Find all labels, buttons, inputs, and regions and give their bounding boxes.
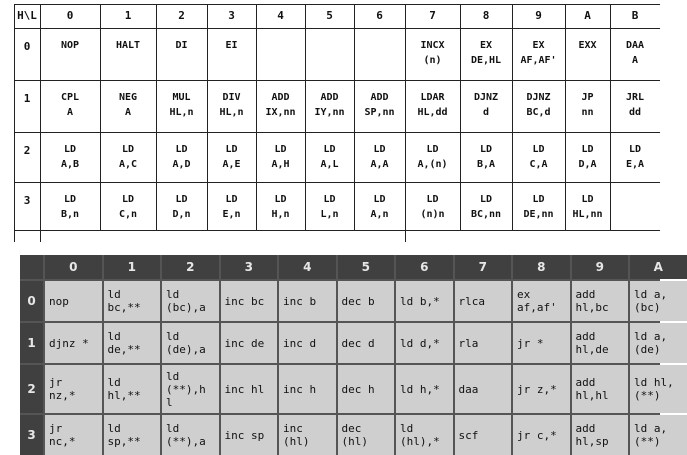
opcode-cell: inc b: [279, 281, 336, 321]
scan-cell: [354, 38, 405, 53]
scan-cell: [305, 142, 354, 172]
scan-cell-mnemonic: HALT: [115, 40, 141, 51]
scan-cell-mnemonic: EX: [479, 40, 493, 51]
scan-column-rule: [610, 4, 611, 230]
scan-cell-operand: AF,AF': [520, 55, 557, 66]
scan-cell: [256, 192, 305, 222]
scan-col-header: 0: [66, 9, 74, 22]
opcode-cell: ex af,af': [513, 281, 570, 321]
scan-column-rule: [40, 4, 41, 242]
scan-cell-operand: dd: [628, 107, 642, 118]
scan-rule: [14, 80, 660, 81]
scan-cell: [40, 38, 100, 68]
scan-cell-mnemonic: INCX: [420, 40, 445, 51]
scan-cell-mnemonic: LDAR: [420, 92, 445, 103]
scan-cell-mnemonic: DIV: [222, 92, 241, 103]
scan-cell: [354, 142, 405, 172]
opcode-cell: scf: [455, 415, 512, 455]
scan-cell-mnemonic: MUL: [172, 92, 191, 103]
scan-column-rule: [305, 4, 306, 230]
opcode-cell: dec h: [338, 365, 395, 413]
scan-cell: [156, 192, 207, 222]
column-header: 8: [513, 255, 570, 279]
scan-column-rule: [207, 4, 208, 230]
scan-cell-mnemonic: DI: [175, 40, 188, 51]
scan-rule: [14, 182, 660, 183]
scan-cell-mnemonic: LD: [175, 144, 188, 155]
scan-cell-operand: L,n: [320, 209, 339, 220]
scan-cell-mnemonic: LD: [274, 144, 287, 155]
scan-rule: [14, 4, 660, 5]
scan-cell-mnemonic: LD: [426, 194, 439, 205]
scan-cell-operand: IX,nn: [265, 107, 296, 118]
scan-cell: [460, 90, 512, 120]
scan-cell-operand: DE,HL: [470, 55, 502, 66]
scan-column-rule: [100, 4, 101, 230]
scan-rule: [14, 230, 660, 231]
scan-cell-operand: A,n: [370, 209, 389, 220]
scan-cell-operand: D,n: [172, 209, 191, 220]
column-header: 7: [455, 255, 512, 279]
opcode-cell: ld sp,**: [104, 415, 161, 455]
scan-cell-operand: A,A: [370, 159, 389, 170]
scan-cell-mnemonic: CPL: [60, 92, 80, 103]
scan-column-rule: [405, 4, 406, 242]
scan-cell-mnemonic: LD: [63, 194, 77, 205]
scan-cell-operand: [565, 53, 610, 68]
scan-cell-operand: H,n: [271, 209, 290, 220]
scan-column-rule: [565, 4, 566, 230]
scan-cell: [305, 90, 354, 120]
scan-left-rule: [14, 4, 15, 242]
opcode-cell: jr z,*: [513, 365, 570, 413]
scan-cell-mnemonic: LD: [479, 194, 493, 205]
scan-cell: [207, 142, 256, 172]
scan-cell-mnemonic: LD: [581, 144, 594, 155]
scan-cell-operand: E,n: [222, 209, 241, 220]
scan-column-rule: [354, 4, 355, 230]
scan-cell-mnemonic: LD: [373, 194, 386, 205]
scan-cell-mnemonic: DJNZ: [526, 92, 551, 103]
scan-col-header: 5: [326, 9, 333, 22]
scan-col-header: 3: [228, 9, 235, 22]
row-header: 0: [20, 281, 43, 321]
scan-cell-operand: E,A: [625, 159, 645, 170]
scan-cell-mnemonic: LD: [628, 144, 642, 155]
scan-cell: [405, 38, 460, 68]
scan-cell-operand: A,B: [60, 159, 80, 170]
opcode-cell: daa: [455, 365, 512, 413]
opcode-cell: dec d: [338, 323, 395, 363]
scan-cell-operand: (n)n: [420, 209, 445, 220]
z80-opcode-table: [20, 255, 674, 455]
scan-cell: [610, 38, 660, 68]
scan-row-header: 3: [23, 194, 31, 207]
column-header: 6: [396, 255, 453, 279]
scan-cell-mnemonic: LD: [274, 194, 287, 205]
scan-cell: [460, 38, 512, 68]
scan-cell-mnemonic: LD: [323, 144, 336, 155]
opcode-cell: ld (hl),*: [396, 415, 453, 455]
scan-cell-mnemonic: LD: [479, 144, 493, 155]
scan-cell-operand: A,H: [271, 159, 290, 170]
opcode-cell: rlca: [455, 281, 512, 321]
scan-row-header: 2: [23, 144, 31, 157]
scan-cell-operand: C,n: [118, 209, 138, 220]
scan-cell: [610, 142, 660, 172]
opcode-cell: ld a, (de): [630, 323, 687, 363]
scan-cell-mnemonic: LD: [532, 194, 545, 205]
scan-cell-mnemonic: LD: [175, 194, 188, 205]
header-corner: [20, 255, 43, 279]
scan-cell-operand: [305, 38, 354, 53]
scan-cell-mnemonic: DJNZ: [473, 92, 499, 103]
column-header: 9: [572, 255, 629, 279]
scan-cell: [156, 38, 207, 68]
scan-cell-mnemonic: LD: [426, 144, 439, 155]
scan-cell-operand: DE,nn: [523, 209, 554, 220]
scan-rule: [14, 132, 660, 133]
opcode-cell: inc de: [221, 323, 278, 363]
opcode-cell: djnz *: [45, 323, 102, 363]
scan-cell: [460, 142, 512, 172]
scan-cell-operand: BC,nn: [470, 209, 502, 220]
scan-cell: [100, 90, 156, 120]
opcode-cell: inc sp: [221, 415, 278, 455]
scan-column-rule: [460, 4, 461, 230]
scan-cell: [565, 90, 610, 120]
scan-cell: [305, 38, 354, 53]
scan-cell-mnemonic: EX: [532, 40, 545, 51]
scan-cell-operand: [100, 53, 156, 68]
scan-cell-mnemonic: LD: [225, 144, 238, 155]
scan-cell: [40, 192, 100, 222]
scan-cell-mnemonic: DAA: [625, 40, 645, 51]
column-header: 4: [279, 255, 336, 279]
scan-cell: [405, 142, 460, 172]
column-header: 3: [221, 255, 278, 279]
opcode-cell: ld (**),h l: [162, 365, 219, 413]
scan-cell-operand: nn: [581, 107, 594, 118]
scan-cell: [512, 142, 565, 172]
scan-cell: [565, 38, 610, 68]
opcode-cell: add hl,de: [572, 323, 629, 363]
opcode-cell: inc h: [279, 365, 336, 413]
scan-cell-operand: A,E: [222, 159, 241, 170]
scan-col-header: 2: [178, 9, 185, 22]
scan-cell: [207, 90, 256, 120]
opcode-cell: inc d: [279, 323, 336, 363]
scan-cell-operand: IY,nn: [314, 107, 345, 118]
column-header: A: [630, 255, 687, 279]
scan-cell: [512, 90, 565, 120]
opcode-cell: ld b,*: [396, 281, 453, 321]
opcode-cell: add hl,hl: [572, 365, 629, 413]
scan-column-rule: [256, 4, 257, 230]
scan-cell-mnemonic: ADD: [370, 92, 389, 103]
opcode-cell: add hl,bc: [572, 281, 629, 321]
opcode-cell: ld de,**: [104, 323, 161, 363]
row-header: 1: [20, 323, 43, 363]
scan-cell-mnemonic: ADD: [320, 92, 339, 103]
scan-cell-mnemonic: LD: [225, 194, 238, 205]
scan-cell-operand: [610, 192, 660, 207]
scan-cell: [207, 38, 256, 68]
opcode-cell: ld (bc),a: [162, 281, 219, 321]
scan-column-rule: [512, 4, 513, 230]
scan-cell-mnemonic: LD: [373, 144, 386, 155]
scan-cell-mnemonic: NOP: [60, 40, 80, 51]
column-header: 2: [162, 255, 219, 279]
scan-row-header: 1: [23, 92, 31, 105]
scan-cell: [405, 90, 460, 120]
scan-cell: [100, 192, 156, 222]
scan-cell: [256, 90, 305, 120]
scan-cell: [156, 142, 207, 172]
scan-cell: [40, 142, 100, 172]
column-header: 5: [338, 255, 395, 279]
scan-cell-mnemonic: JP: [581, 92, 594, 103]
scan-cell-mnemonic: LD: [581, 194, 594, 205]
scan-cell: [354, 90, 405, 120]
scan-cell: [460, 192, 512, 222]
scan-cell-mnemonic: ADD: [271, 92, 290, 103]
opcode-cell: rla: [455, 323, 512, 363]
scan-cell-operand: A,L: [320, 159, 339, 170]
scan-cell-mnemonic: LD: [323, 194, 336, 205]
scan-cell: [256, 142, 305, 172]
scan-col-header: 4: [277, 9, 284, 22]
scan-cell-operand: d: [482, 107, 490, 118]
opcode-cell: jr c,*: [513, 415, 570, 455]
scan-cell-operand: HL,n: [169, 107, 194, 118]
scan-cell: [512, 192, 565, 222]
opcode-cell: jr nz,*: [45, 365, 102, 413]
opcode-cell: nop: [45, 281, 102, 321]
scan-column-rule: [156, 4, 157, 230]
scan-col-header: A: [584, 9, 591, 22]
scan-cell: [156, 90, 207, 120]
scan-col-header: 8: [482, 9, 490, 22]
scan-cell-operand: B,A: [476, 159, 496, 170]
opcode-cell: ld hl, (**): [630, 365, 687, 413]
scan-col-header: B: [631, 9, 639, 22]
opcode-cell: ld d,*: [396, 323, 453, 363]
scan-cell: [256, 38, 305, 53]
scan-cell-operand: A: [124, 107, 132, 118]
scan-cell-mnemonic: JRL: [625, 92, 645, 103]
scan-cell-operand: A: [66, 107, 74, 118]
scan-cell: [565, 192, 610, 222]
scan-cell-operand: A,(n): [417, 159, 448, 170]
scan-cell-operand: B,n: [60, 209, 80, 220]
scan-cell-operand: [207, 53, 256, 68]
scan-cell: [40, 90, 100, 120]
scan-cell-operand: [354, 38, 405, 53]
scan-cell-mnemonic: LD: [121, 194, 135, 205]
opcode-cell: jr *: [513, 323, 570, 363]
scan-col-header: 6: [376, 9, 383, 22]
scan-cell-mnemonic: LD: [63, 144, 77, 155]
opcode-cell: ld bc,**: [104, 281, 161, 321]
scan-rule: [14, 28, 660, 29]
scan-cell-operand: A,D: [172, 159, 191, 170]
opcode-cell: dec (hl): [338, 415, 395, 455]
scan-cell: [100, 38, 156, 68]
scan-row-header: 0: [23, 40, 31, 53]
scan-col-header: 1: [124, 9, 132, 22]
column-header: 1: [104, 255, 161, 279]
scan-cell-operand: SP,nn: [364, 107, 395, 118]
scan-cell: [512, 38, 565, 68]
scan-col-header: 9: [535, 9, 542, 22]
scan-cell-mnemonic: LD: [121, 144, 135, 155]
scan-cell-mnemonic: EI: [225, 40, 238, 51]
opcode-cell: jr nc,*: [45, 415, 102, 455]
opcode-cell: ld (**),a: [162, 415, 219, 455]
scan-cell-operand: BC,d: [526, 107, 551, 118]
opcode-cell: dec b: [338, 281, 395, 321]
opcode-cell: ld a, (bc): [630, 281, 687, 321]
scan-cell-operand: (n): [423, 55, 442, 66]
scan-cell: [565, 142, 610, 172]
scan-cell-operand: [156, 53, 207, 68]
scan-cell-operand: C,A: [529, 159, 548, 170]
scan-cell-operand: HL,dd: [417, 107, 448, 118]
scan-col-header: 7: [429, 9, 436, 22]
opcode-cell: ld h,*: [396, 365, 453, 413]
scan-cell: [610, 90, 660, 120]
scan-cell-operand: A: [631, 55, 639, 66]
scan-cell-operand: [256, 38, 305, 53]
opcode-cell: ld (de),a: [162, 323, 219, 363]
opcode-cell: inc (hl): [279, 415, 336, 455]
scan-cell-operand: D,A: [578, 159, 597, 170]
opcode-cell: ld a, (**): [630, 415, 687, 455]
scan-cell-mnemonic: NEG: [118, 92, 138, 103]
opcode-cell: inc bc: [221, 281, 278, 321]
column-header: 0: [45, 255, 102, 279]
scan-cell: [305, 192, 354, 222]
scan-cell-operand: HL,nn: [572, 209, 603, 220]
row-header: 2: [20, 365, 43, 413]
corner-label: H\L: [17, 9, 37, 22]
scan-cell: [610, 192, 660, 207]
scan-cell: [405, 192, 460, 222]
opcode-cell: add hl,sp: [572, 415, 629, 455]
scan-cell-operand: [40, 53, 100, 68]
opcode-cell: inc hl: [221, 365, 278, 413]
row-header: 3: [20, 415, 43, 455]
scan-cell-operand: HL,n: [219, 107, 244, 118]
scan-cell: [354, 192, 405, 222]
scan-cell-mnemonic: EXX: [578, 40, 597, 51]
scan-cell-mnemonic: LD: [532, 144, 545, 155]
scan-cell-operand: A,C: [118, 159, 138, 170]
opcode-cell: ld hl,**: [104, 365, 161, 413]
scan-cell: [207, 192, 256, 222]
scan-cell: [100, 142, 156, 172]
